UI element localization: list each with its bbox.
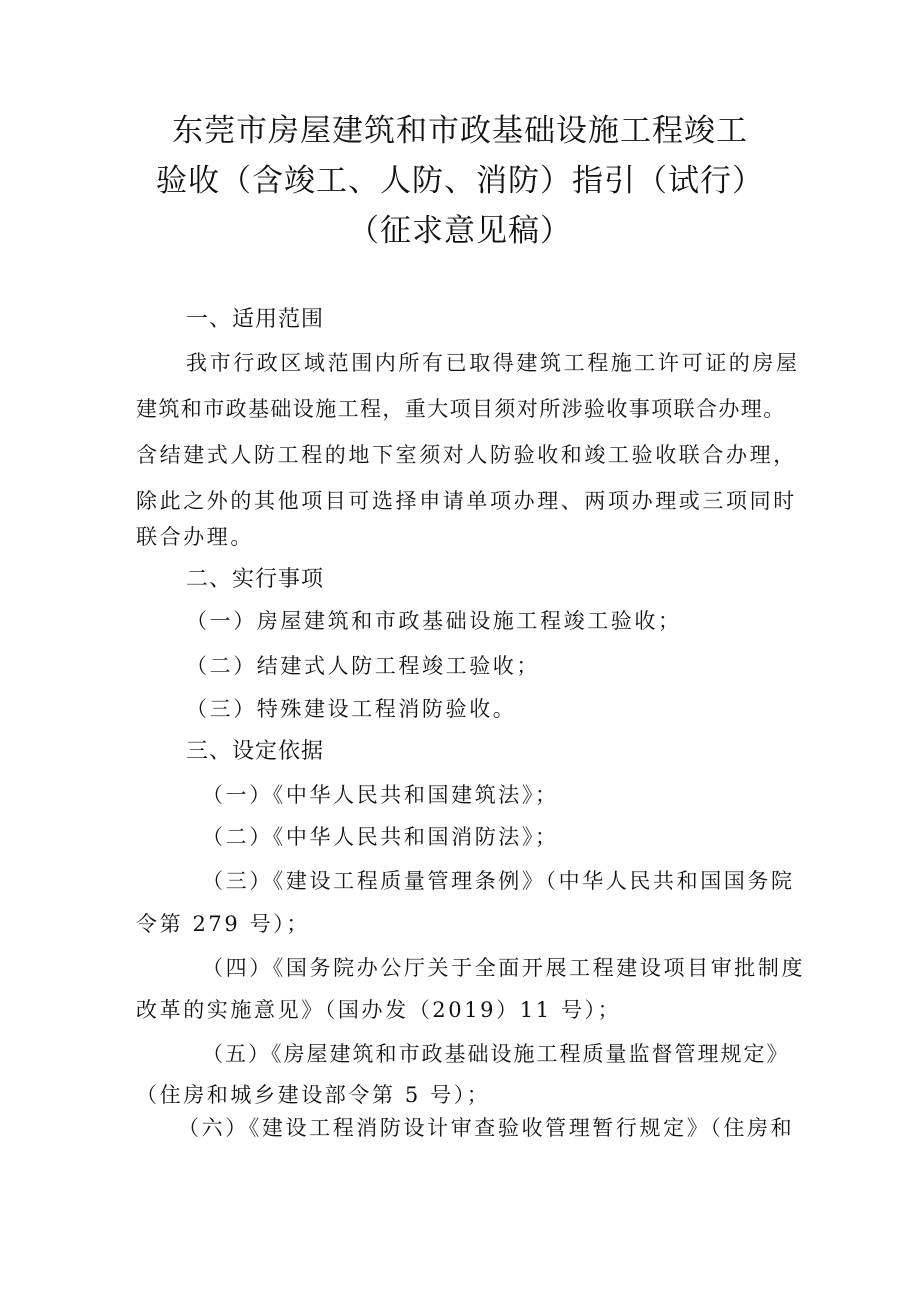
section-3-line: （一）《中华人民共和国建筑法》；: [202, 783, 559, 807]
section-1-paragraph-line: 除此之外的其他项目可选择申请单项办理、两项办理或三项同时: [136, 489, 797, 513]
document-title-line-2: 验收（含竣工、人防、消防）指引（试行）: [156, 163, 764, 199]
document-title-line-3: （征求意见稿）: [348, 213, 572, 249]
section-3-heading: 三、设定依据: [186, 739, 325, 764]
section-2-heading: 二、实行事项: [186, 567, 325, 592]
section-1-paragraph-line: 含结建式人防工程的地下室须对人防验收和竣工验收联合办理，: [136, 443, 797, 467]
document-title-line-1: 东莞市房屋建筑和市政基础设施工程竣工: [172, 113, 748, 149]
section-3-line: （六）《建设工程消防设计审查验收管理暂行规定》（住房和: [178, 1116, 795, 1140]
section-2-item: （二）结建式人防工程竣工验收；: [186, 654, 540, 678]
section-1-paragraph-line: 我市行政区域范围内所有已取得建筑工程施工许可证的房屋: [186, 351, 800, 375]
section-3-line: （二）《中华人民共和国消防法》；: [202, 825, 559, 849]
section-1-heading: 一、适用范围: [186, 307, 325, 332]
section-1-paragraph-line: 建筑和市政基础设施工程，重大项目须对所涉验收事项联合办理。: [136, 397, 786, 421]
section-1-paragraph-line: 联合办理。: [136, 525, 254, 549]
section-3-line: 令第 279 号）；: [136, 912, 310, 936]
section-3-line: 改革的实施意见》（国办发（2019）11 号）；: [136, 998, 622, 1022]
section-3-line: （住房和城乡建设部令第 5 号）；: [136, 1083, 491, 1107]
section-2-item: （三）特殊建设工程消防验收。: [186, 697, 517, 721]
section-3-line: （三）《建设工程质量管理条例》（中华人民共和国国务院: [202, 869, 795, 893]
section-2-item: （一）房屋建筑和市政基础设施工程竣工验收；: [186, 609, 682, 633]
section-3-line: （四）《国务院办公厅关于全面开展工程建设项目审批制度: [202, 956, 806, 980]
section-3-line: （五）《房屋建筑和市政基础设施工程质量监督管理规定》: [202, 1042, 790, 1066]
